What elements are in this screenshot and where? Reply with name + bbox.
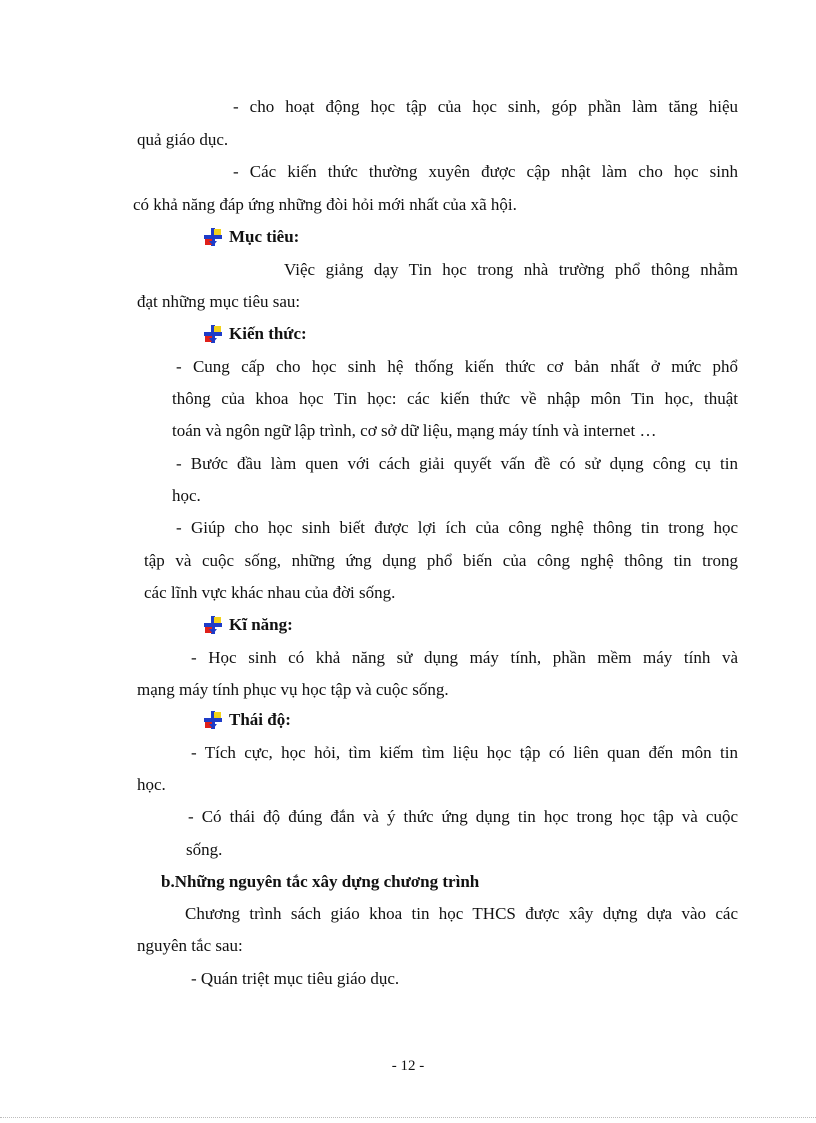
paragraph-line: - Học sinh có khả năng sử dụng máy tính, phần mềm máy tính và bbox=[191, 648, 738, 667]
paragraph-line: thông của khoa học Tin học: các kiến thức về nhập môn Tin học, thuật bbox=[172, 389, 738, 408]
page-bottom-border bbox=[0, 1117, 816, 1118]
paragraph-line: - Các kiến thức thường xuyên được cập nhật làm cho học sinh bbox=[233, 162, 738, 181]
paragraph-line: học. bbox=[137, 775, 166, 794]
heading-label: Kiến thức: bbox=[229, 324, 307, 343]
paragraph-line: - Tích cực, học hỏi, tìm kiếm tìm liệu học tập có liên quan đến môn tin bbox=[191, 743, 738, 762]
heading-thai-do bbox=[203, 709, 291, 731]
paragraph-line: tập và cuộc sống, những ứng dụng phổ biến của công nghệ thông tin trong bbox=[144, 551, 738, 570]
paragraph-line: Việc giảng dạy Tin học trong nhà trường phổ thông nhằm bbox=[284, 260, 738, 279]
heading-kien-thuc bbox=[203, 323, 307, 345]
paragraph-line: - Có thái độ đúng đắn và ý thức ứng dụng tin học trong học tập và cuộc bbox=[188, 807, 738, 826]
heading-label: Kĩ năng: bbox=[229, 615, 293, 634]
paragraph-line: học. bbox=[172, 486, 201, 505]
paragraph-line: - Quán triệt mục tiêu giáo dục. bbox=[191, 969, 400, 988]
paragraph-line: nguyên tắc sau: bbox=[137, 936, 243, 955]
arrow-cross-bullet-icon bbox=[203, 615, 223, 635]
arrow-cross-bullet-icon bbox=[203, 710, 223, 730]
page-number: - 12 - bbox=[391, 1058, 425, 1074]
paragraph-line: - Giúp cho học sinh biết được lợi ích của công nghệ thông tin trong học bbox=[176, 518, 738, 537]
arrow-cross-bullet-icon bbox=[203, 227, 223, 247]
paragraph-line: đạt những mục tiêu sau: bbox=[137, 292, 301, 311]
paragraph-line: toán và ngôn ngữ lập trình, cơ sở dữ liệu, mạng máy tính và internet … bbox=[172, 421, 657, 440]
paragraph-line: - Bước đầu làm quen với cách giải quyết vấn đề có sử dụng công cụ tin bbox=[176, 454, 738, 473]
paragraph-line: - Cung cấp cho học sinh hệ thống kiến thức cơ bản nhất ở mức phổ bbox=[176, 357, 738, 376]
paragraph-line: sống. bbox=[186, 840, 223, 859]
arrow-cross-bullet-icon bbox=[203, 324, 223, 344]
heading-label: Thái độ: bbox=[229, 710, 291, 729]
paragraph-line: mạng máy tính phục vụ học tập và cuộc sống. bbox=[137, 680, 449, 699]
heading-ki-nang bbox=[203, 614, 293, 636]
paragraph-line: có khả năng đáp ứng những đòi hỏi mới nhất của xã hội. bbox=[133, 195, 517, 214]
section-heading: b.Những nguyên tắc xây dựng chương trình bbox=[161, 872, 480, 891]
heading-muc-tieu bbox=[203, 226, 299, 248]
heading-label: Mục tiêu: bbox=[229, 227, 300, 246]
paragraph-line: các lĩnh vực khác nhau của đời sống. bbox=[144, 583, 396, 602]
paragraph-line: - cho hoạt động học tập của học sinh, góp phần làm tăng hiệu bbox=[233, 97, 738, 116]
paragraph-line: Chương trình sách giáo khoa tin học THCS được xây dựng dựa vào các bbox=[185, 904, 738, 923]
paragraph-line: quả giáo dục. bbox=[137, 130, 229, 149]
